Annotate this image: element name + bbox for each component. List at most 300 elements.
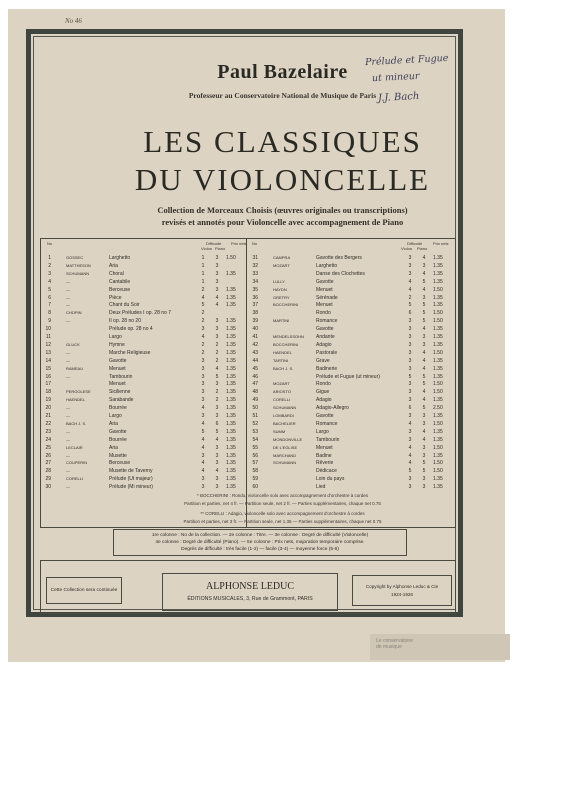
cell-v: 1 bbox=[201, 262, 205, 269]
cell-n: 11 bbox=[45, 334, 51, 340]
cell-title: Grave bbox=[316, 357, 330, 364]
cell-p: 3 bbox=[422, 262, 426, 269]
cell-p: 3 bbox=[215, 326, 219, 333]
cell-p: 3 bbox=[422, 334, 426, 340]
cell-price: 1.35 bbox=[226, 484, 236, 491]
cell-v: 3 bbox=[408, 270, 412, 277]
cell-v: 3 bbox=[201, 389, 205, 396]
cell-v: 3 bbox=[201, 413, 205, 419]
cell-n: 30 bbox=[45, 484, 51, 491]
cell-price: 1.35 bbox=[226, 318, 236, 325]
cell-n: 26 bbox=[45, 452, 51, 459]
cell-price: 1.50 bbox=[433, 310, 443, 317]
table-row bbox=[41, 437, 455, 443]
cell-composer: — bbox=[66, 357, 70, 363]
table-row bbox=[41, 405, 455, 411]
cell-price: 1.35 bbox=[226, 420, 236, 427]
table-row bbox=[41, 318, 455, 324]
table-row bbox=[41, 350, 455, 356]
cell-n: 49 bbox=[252, 397, 258, 404]
table-row bbox=[41, 342, 455, 348]
cell-v: 3 bbox=[201, 452, 205, 459]
cell-title: Badinerie bbox=[316, 365, 338, 372]
table-row bbox=[41, 271, 455, 277]
cell-title: Gavotte bbox=[109, 357, 127, 364]
cell-n: 53 bbox=[252, 428, 258, 435]
cell-v: 3 bbox=[408, 318, 412, 325]
cell-p: 4 bbox=[215, 365, 219, 372]
cell-price: 1.35 bbox=[226, 452, 236, 459]
cell-composer: BACH J. S. bbox=[273, 365, 294, 371]
table-row bbox=[41, 295, 455, 301]
cell-n: 43 bbox=[252, 349, 258, 356]
cell-p: 2 bbox=[215, 357, 219, 364]
cell-title: Prélude et Fugue (ut mineur) bbox=[316, 373, 380, 380]
cell-title: Pièce bbox=[109, 294, 122, 301]
cell-n: 7 bbox=[48, 302, 51, 309]
cell-title: Gavotte bbox=[316, 278, 334, 285]
professor-line: Professeur au Conservatoire National de Musique de Paris bbox=[188, 91, 377, 100]
cell-n: 21 bbox=[45, 413, 51, 419]
cell-title: Larghetto bbox=[316, 262, 338, 269]
collection-line-2: revisés et annotés pour Violoncelle avec accompagnement de Piano bbox=[161, 217, 404, 227]
cell-p: 3 bbox=[215, 262, 219, 269]
cell-n: 60 bbox=[252, 484, 258, 491]
cell-n: 1 bbox=[48, 255, 51, 261]
cell-price: 1.35 bbox=[433, 484, 443, 491]
cell-price: 1.35 bbox=[226, 286, 236, 293]
cell-v: 4 bbox=[201, 420, 205, 427]
cell-p: 4 bbox=[422, 326, 426, 333]
cell-composer: SCHUMANN bbox=[273, 405, 297, 411]
table-row bbox=[41, 287, 455, 293]
cell-price: 1.35 bbox=[226, 389, 236, 396]
cell-p: 3 bbox=[215, 278, 219, 285]
cell-composer: MATTHESON bbox=[66, 262, 91, 268]
cell-price: 1.50 bbox=[433, 349, 443, 356]
cell-price: 1.35 bbox=[433, 262, 443, 269]
cell-v: 2 bbox=[201, 349, 205, 356]
cell-p: 3 bbox=[215, 484, 219, 491]
cell-v: 3 bbox=[201, 373, 205, 380]
cell-p: 5 bbox=[422, 373, 426, 380]
cell-price: 1.35 bbox=[226, 373, 236, 380]
cell-title: Deux Préludes I op. 28 no 7 bbox=[109, 310, 171, 317]
cell-composer: TARTINI bbox=[273, 357, 289, 363]
cell-title: Menuet bbox=[316, 444, 333, 451]
cell-composer: — bbox=[66, 286, 70, 292]
cell-composer: — bbox=[66, 436, 70, 442]
cell-v: 3 bbox=[408, 476, 412, 483]
footnote-corelli-prices: Partition et parties, net 3 fr. — Partition seule, net 1.35 — Parties supplémentaires, chaque net 0.75 bbox=[183, 519, 382, 524]
cell-price: 1.35 bbox=[433, 452, 443, 459]
cell-p: 2 bbox=[215, 349, 219, 356]
cell-v: 4 bbox=[201, 334, 205, 340]
cell-price: 1.35 bbox=[226, 270, 236, 277]
cell-price: 1.35 bbox=[226, 341, 236, 348]
cell-price: 1.35 bbox=[433, 255, 443, 261]
cell-price: 1.35 bbox=[226, 365, 236, 372]
cell-n: 48 bbox=[252, 389, 258, 396]
table-row bbox=[41, 255, 455, 261]
cell-p: 4 bbox=[422, 286, 426, 293]
cell-price: 1.35 bbox=[226, 334, 236, 340]
cell-p: 6 bbox=[215, 420, 219, 427]
cell-price: 2.50 bbox=[433, 405, 443, 412]
cell-v: 4 bbox=[201, 436, 205, 443]
cell-v: 3 bbox=[201, 381, 205, 388]
cell-composer: — bbox=[66, 373, 70, 379]
cell-n: 51 bbox=[252, 413, 258, 419]
cell-v: 3 bbox=[408, 381, 412, 388]
cell-composer: MARTINI bbox=[273, 318, 290, 324]
cell-n: 27 bbox=[45, 460, 51, 467]
cell-v: 1 bbox=[201, 255, 205, 261]
cell-price: 1.35 bbox=[226, 428, 236, 435]
cell-p: 2 bbox=[215, 389, 219, 396]
cell-price: 1.35 bbox=[226, 357, 236, 364]
cell-title: Musette de Taverny bbox=[109, 468, 153, 475]
cell-composer: — bbox=[66, 278, 70, 284]
cell-v: 3 bbox=[201, 484, 205, 491]
cell-title: Adagio-Allegro bbox=[316, 405, 349, 412]
continuation-note: Cette Collection sera continuée bbox=[50, 588, 118, 593]
table-row bbox=[41, 366, 455, 372]
cell-title: II op. 28 no 20 bbox=[109, 318, 141, 325]
cell-v: 3 bbox=[201, 476, 205, 483]
cell-title: Largo bbox=[109, 413, 122, 419]
cell-n: 29 bbox=[45, 476, 51, 483]
cell-n: 5 bbox=[48, 286, 51, 293]
cell-p: 3 bbox=[422, 413, 426, 419]
cell-composer: HAYDN bbox=[273, 286, 287, 292]
collection-line-1: Collection de Morceaux Choisis (œuvres originales ou transcriptions) bbox=[157, 205, 408, 215]
cell-n: 40 bbox=[252, 326, 258, 333]
cell-p: 3 bbox=[215, 270, 219, 277]
cell-v: 2 bbox=[201, 318, 205, 325]
cell-v: 2 bbox=[201, 310, 205, 317]
cell-v: 4 bbox=[408, 460, 412, 467]
cell-p: 4 bbox=[215, 302, 219, 309]
table-row bbox=[41, 374, 455, 380]
cell-v: 3 bbox=[408, 365, 412, 372]
cell-n: 58 bbox=[252, 468, 258, 475]
cell-title: Bourrée bbox=[109, 436, 127, 443]
cell-p: 4 bbox=[422, 357, 426, 364]
cell-n: 15 bbox=[45, 365, 51, 372]
table-row bbox=[41, 476, 455, 482]
cell-v: 3 bbox=[408, 397, 412, 404]
cell-n: 35 bbox=[252, 286, 258, 293]
cell-title: Larghetto bbox=[109, 255, 131, 261]
cell-n: 19 bbox=[45, 397, 51, 404]
cell-p: 5 bbox=[422, 460, 426, 467]
table-row bbox=[41, 413, 455, 419]
cell-title: Tambourin bbox=[109, 373, 133, 380]
cell-n: 36 bbox=[252, 294, 258, 301]
cell-composer: CORELLI bbox=[66, 476, 84, 482]
cell-title: Gavotte bbox=[109, 428, 127, 435]
cell-composer: HAENDEL bbox=[273, 349, 292, 355]
cell-v: 3 bbox=[408, 326, 412, 333]
handwritten-note-line-3: J.J. Bach bbox=[377, 90, 420, 105]
header-violon-right: Violon bbox=[401, 246, 413, 251]
cell-n: 32 bbox=[252, 262, 258, 269]
cell-title: Menuet bbox=[316, 286, 333, 293]
cell-composer: CAMPRA bbox=[273, 255, 291, 260]
cell-p: 3 bbox=[422, 444, 426, 451]
cell-title: Gavotte bbox=[316, 326, 334, 333]
cell-title: Prélude (Mi mineur) bbox=[109, 484, 153, 491]
cell-p: 3 bbox=[215, 255, 219, 261]
stamp-text bbox=[376, 638, 413, 650]
cell-price: 1.50 bbox=[433, 318, 443, 325]
table-row bbox=[41, 263, 455, 269]
cell-v: 5 bbox=[201, 302, 205, 309]
cell-price: 1.35 bbox=[226, 413, 236, 419]
cell-p: 4 bbox=[422, 397, 426, 404]
cell-v: 3 bbox=[408, 349, 412, 356]
cell-p: 3 bbox=[422, 476, 426, 483]
cell-n: 28 bbox=[45, 468, 51, 475]
cell-n: 4 bbox=[48, 278, 51, 285]
cell-p: 4 bbox=[422, 255, 426, 261]
cell-v: 4 bbox=[201, 468, 205, 475]
cell-composer: LECLAIR bbox=[66, 444, 83, 450]
title-line-1: LES CLASSIQUES bbox=[143, 124, 422, 159]
cell-price: 1.35 bbox=[226, 397, 236, 404]
cell-p: 2 bbox=[215, 397, 219, 404]
catalog-table bbox=[40, 238, 456, 528]
cell-p: 5 bbox=[422, 278, 426, 285]
cell-p: 3 bbox=[215, 381, 219, 388]
cell-p: 5 bbox=[422, 302, 426, 309]
cell-p: 3 bbox=[215, 444, 219, 451]
cell-composer: — bbox=[66, 428, 70, 434]
table-row bbox=[41, 429, 455, 435]
cell-title: Gavotte bbox=[316, 413, 334, 419]
handwritten-note-line-1: Prélude et Fugue bbox=[364, 52, 449, 69]
cell-price: 1.35 bbox=[433, 397, 443, 404]
cell-v: 4 bbox=[408, 286, 412, 293]
legend-line-2: 4e colonne : Degré de difficulté (Piano). — 5e colonne : Prix nets, majoration temporaire comprise. bbox=[155, 540, 365, 545]
publisher-box bbox=[162, 573, 338, 611]
header-difficulty-left: Difficulté bbox=[206, 241, 222, 246]
cell-composer: MARCHAND bbox=[273, 452, 297, 458]
cell-n: 18 bbox=[45, 389, 51, 396]
cell-p: 3 bbox=[215, 318, 219, 325]
cell-v: 1 bbox=[201, 278, 205, 285]
cell-title: Lied bbox=[316, 484, 326, 491]
cell-v: 3 bbox=[201, 397, 205, 404]
cell-v: 3 bbox=[408, 262, 412, 269]
cell-price: 1.50 bbox=[433, 286, 443, 293]
copyright-line-1: Copyright by Alphonse Leduc & Cie bbox=[365, 584, 439, 589]
cell-v: 3 bbox=[201, 365, 205, 372]
cell-n: 9 bbox=[48, 318, 51, 325]
cell-price: 1.50 bbox=[433, 389, 443, 396]
cell-p: 4 bbox=[215, 436, 219, 443]
table-row bbox=[41, 326, 455, 332]
table-row bbox=[41, 484, 455, 490]
cell-n: 20 bbox=[45, 405, 51, 412]
cell-n: 46 bbox=[252, 373, 258, 380]
cell-price: 1.35 bbox=[433, 413, 443, 419]
cell-title: Gigue bbox=[316, 389, 330, 396]
cell-composer: — bbox=[66, 318, 70, 324]
cell-price: 1.35 bbox=[226, 381, 236, 388]
cell-n: 33 bbox=[252, 270, 258, 277]
cell-title: Chant du Soir bbox=[109, 302, 140, 309]
cell-v: 4 bbox=[201, 444, 205, 451]
cell-p: 3 bbox=[422, 452, 426, 459]
cell-price: 1.35 bbox=[433, 357, 443, 364]
cell-v: 6 bbox=[408, 310, 412, 317]
cell-composer: MOZART bbox=[273, 262, 290, 268]
cell-composer: BOCCHERINI bbox=[273, 302, 299, 308]
cell-title: Adagio bbox=[316, 397, 332, 404]
cell-p: 4 bbox=[422, 349, 426, 356]
cell-composer: — bbox=[66, 452, 70, 458]
cell-v: 3 bbox=[408, 255, 412, 261]
cell-price: 1.35 bbox=[226, 294, 236, 301]
cell-composer: RAMEAU bbox=[66, 365, 84, 371]
cell-v: 3 bbox=[408, 413, 412, 419]
table-row bbox=[41, 389, 455, 395]
column-legend bbox=[113, 529, 407, 556]
cell-p: 3 bbox=[215, 413, 219, 419]
cell-title: Romance bbox=[316, 420, 338, 427]
cell-price: 1.35 bbox=[433, 278, 443, 285]
cell-composer: BOCCHERINI bbox=[273, 341, 299, 347]
cell-p: 4 bbox=[215, 468, 219, 475]
cell-title: Sérénade bbox=[316, 294, 338, 301]
cell-v: 5 bbox=[408, 373, 412, 380]
cell-composer: BACHELIER bbox=[273, 420, 296, 426]
cell-p: 5 bbox=[422, 381, 426, 388]
cell-p: 5 bbox=[215, 373, 219, 380]
cell-v: 2 bbox=[408, 294, 412, 301]
cell-composer: — bbox=[66, 468, 70, 474]
cell-price: 1.35 bbox=[433, 302, 443, 309]
cell-price: 1.35 bbox=[433, 294, 443, 301]
cell-v: 5 bbox=[408, 468, 412, 475]
publisher-name: ALPHONSE LEDUC bbox=[205, 581, 295, 592]
cell-n: 57 bbox=[252, 460, 258, 467]
table-row bbox=[41, 279, 455, 285]
cell-title: Badine bbox=[316, 452, 332, 459]
cell-p: 4 bbox=[422, 428, 426, 435]
cell-price: 1.50 bbox=[433, 468, 443, 475]
cell-price: 1.35 bbox=[433, 373, 443, 380]
cell-composer: COUPERIN bbox=[66, 460, 88, 466]
cell-p: 4 bbox=[422, 389, 426, 396]
cell-price: 1.50 bbox=[433, 460, 443, 467]
cell-title: Marche Religieuse bbox=[109, 349, 151, 356]
cell-n: 39 bbox=[252, 318, 258, 325]
cell-n: 54 bbox=[252, 436, 258, 443]
cell-title: Largo bbox=[316, 428, 329, 435]
cell-composer: GOSSEC bbox=[66, 255, 84, 260]
cell-v: 4 bbox=[201, 460, 205, 467]
cell-p: 4 bbox=[215, 294, 219, 301]
cell-p: 5 bbox=[422, 310, 426, 317]
cell-price: 1.35 bbox=[226, 476, 236, 483]
stamp-line-2: de musique bbox=[376, 644, 402, 650]
table-row bbox=[41, 397, 455, 403]
cell-title: Romance bbox=[316, 318, 338, 325]
publisher-address: ÉDITIONS MUSICALES, 3, Rue de Grammont, PARIS bbox=[187, 596, 313, 602]
cell-composer: — bbox=[66, 294, 70, 300]
table-row bbox=[41, 381, 455, 387]
cell-composer: DE L'EGLISE bbox=[273, 444, 298, 450]
cell-composer: CORELLI bbox=[273, 397, 291, 403]
cell-p: 2 bbox=[215, 341, 219, 348]
table-row bbox=[41, 358, 455, 364]
cell-composer: ARIOSTO bbox=[273, 389, 291, 395]
cell-n: 13 bbox=[45, 349, 51, 356]
cell-v: 3 bbox=[408, 436, 412, 443]
cell-v: 3 bbox=[408, 341, 412, 348]
cell-price: 1.50 bbox=[433, 381, 443, 388]
cell-p: 4 bbox=[422, 436, 426, 443]
cell-composer: — bbox=[66, 349, 70, 355]
table-row bbox=[41, 302, 455, 308]
cell-title: Sarabande bbox=[109, 397, 134, 404]
header-no-right: No bbox=[252, 241, 258, 246]
cell-price: 1.35 bbox=[226, 326, 236, 333]
author-name: Paul Bazelaire bbox=[217, 61, 348, 83]
cell-n: 22 bbox=[45, 420, 51, 427]
cell-n: 23 bbox=[45, 428, 51, 435]
cell-composer: BACH J. S. bbox=[66, 420, 87, 426]
cell-p: 3 bbox=[215, 286, 219, 293]
cell-v: 3 bbox=[408, 334, 412, 340]
header-price-right: Prix nets bbox=[433, 241, 449, 246]
cell-title: Menuet bbox=[109, 365, 126, 372]
cell-v: 3 bbox=[201, 326, 205, 333]
cell-price: 1.35 bbox=[433, 436, 443, 443]
cell-price: 1.35 bbox=[433, 326, 443, 333]
footnote-boccherini-prices: Partition et parties, net 4 fr. — Partition seule, net 2 fr. — Parties supplémentaires, chaque net 0.75 bbox=[184, 501, 381, 506]
table-row bbox=[41, 453, 455, 459]
cell-v: 3 bbox=[408, 484, 412, 491]
cell-p: 3 bbox=[215, 405, 219, 412]
cell-p: 4 bbox=[422, 365, 426, 372]
cell-v: 5 bbox=[408, 302, 412, 309]
cell-composer: SCHUMANN bbox=[66, 270, 90, 276]
table-row bbox=[41, 460, 455, 466]
cell-title: Hymne bbox=[109, 341, 125, 348]
header-piano-right: Piano bbox=[417, 246, 428, 251]
cell-title: Menuet bbox=[316, 302, 333, 309]
cell-n: 12 bbox=[45, 341, 51, 348]
cell-v: 4 bbox=[201, 405, 205, 412]
cell-title: Largo bbox=[109, 334, 122, 340]
cell-n: 59 bbox=[252, 476, 258, 483]
cell-p: 3 bbox=[215, 452, 219, 459]
cell-composer: LULLY bbox=[273, 278, 285, 284]
cell-v: 3 bbox=[408, 389, 412, 396]
cell-title: Adagio bbox=[316, 341, 332, 348]
cell-v: 3 bbox=[408, 428, 412, 435]
cell-p: 3 bbox=[215, 334, 219, 340]
cell-composer: — bbox=[66, 484, 70, 490]
cell-p: 5 bbox=[215, 428, 219, 435]
legend-line-1: 1re colonne : No de la collection. — 2e colonne : Titre. — 3e colonne : Degré de difficulté (Violoncelle) bbox=[151, 533, 369, 538]
cell-composer: SUMM bbox=[273, 428, 286, 434]
cell-title: Choral bbox=[109, 270, 124, 277]
